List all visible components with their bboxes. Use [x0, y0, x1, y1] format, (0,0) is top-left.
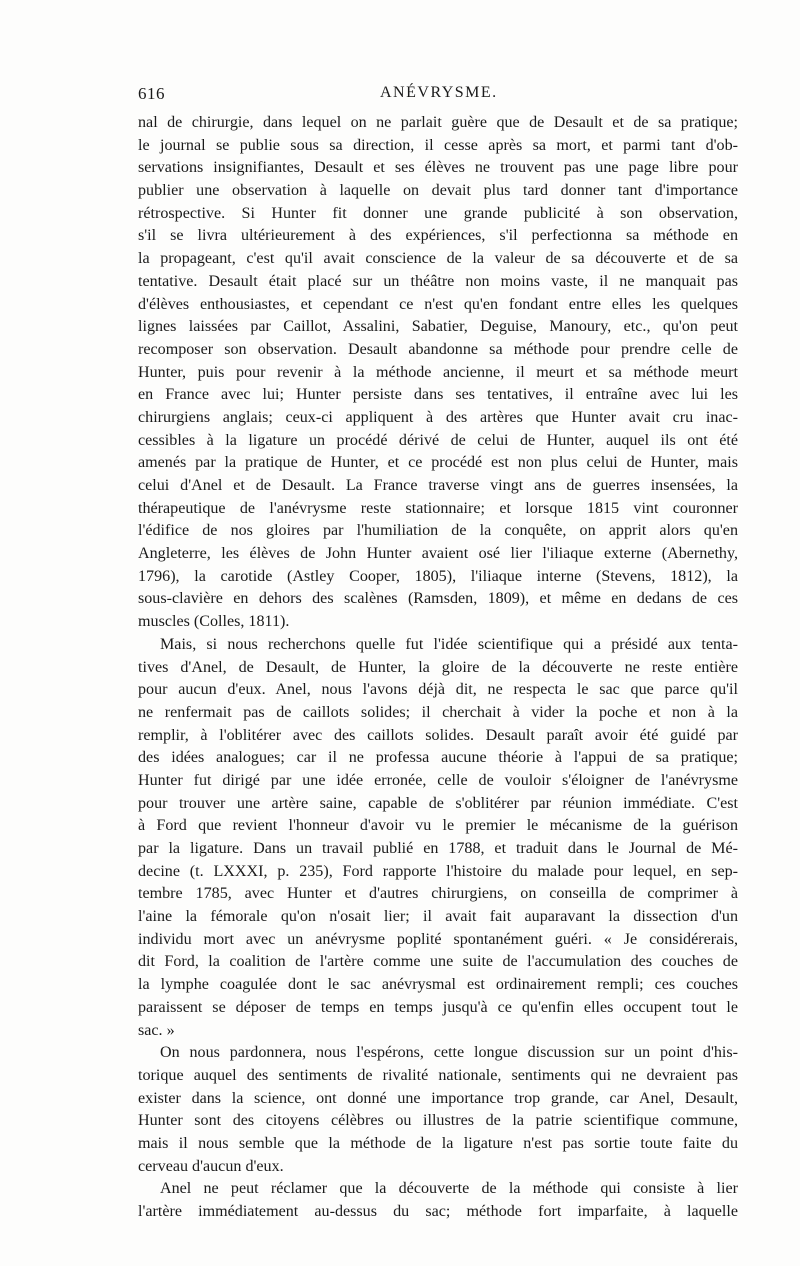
text-line: en France avec lui; Hunter persiste dans ses tentatives, il entraîne avec lui les	[138, 386, 738, 404]
text-line: tembre 1785, avec Hunter et d'autres chirurgiens, on conseilla de comprimer à	[138, 885, 738, 903]
text-line: dit Ford, la coalition de l'artère comme une suite de l'accumulation des couches de	[138, 953, 738, 971]
text-line: Mais, si nous recherchons quelle fut l'idée scientifique qui a présidé aux tenta-	[160, 635, 738, 653]
text-line: Anel ne peut réclamer que la découverte de la méthode qui consiste à lier	[160, 1180, 738, 1198]
text-line: des idées analogues; car il ne professa aucune théorie à l'appui de sa pratique;	[138, 749, 738, 767]
text-line: tentative. Desault était placé sur un théâtre non moins vaste, il ne manquait pas	[138, 272, 738, 290]
text-line: tives d'Anel, de Desault, de Hunter, la gloire de la découverte ne reste entière	[138, 658, 738, 676]
running-title: ANÉVRYSME.	[380, 84, 498, 101]
text-line: decine (t. LXXXI, p. 235), Ford rapporte l'histoire du malade pour lequel, en sep-	[138, 862, 738, 880]
text-line: l'aine la fémorale qu'on n'osait lier; il avait fait auparavant la dissection d'un	[138, 908, 738, 926]
text-line: la propageant, c'est qu'il avait conscience de la valeur de sa découverte et de sa	[138, 250, 738, 268]
text-line: nal de chirurgie, dans lequel on ne parlait guère que de Desault et de sa pratique;	[138, 114, 738, 131]
text-line: Hunter sont des citoyens célèbres ou illustres de la patrie scientifique commune,	[138, 1112, 738, 1130]
text-line: cessibles à la ligature un procédé dérivé de celui de Hunter, auquel ils ont été	[138, 431, 738, 449]
text-line: recomposer son observation. Desault abandonne sa méthode pour prendre celle de	[138, 340, 738, 358]
text-line: On nous pardonnera, nous l'espérons, cette longue discussion sur un point d'his-	[160, 1044, 738, 1062]
text-line: paraissent se déposer de temps en temps jusqu'à ce qu'enfin elles occupent tout le	[138, 998, 738, 1016]
page-number: 616	[138, 84, 165, 103]
text-line: individu mort avec un anévrysme poplité spontanément guéri. « Je considérerais,	[138, 930, 738, 948]
text-line: par la ligature. Dans un travail publié en 1788, et traduit dans le Journal de Mé-	[138, 840, 738, 857]
text-line: Hunter fut dirigé par une idée erronée, celle de vouloir s'éloigner de l'anévrysme	[138, 771, 738, 789]
text-line: la lymphe coagulée dont le sac anévrysmal est ordinairement rempli; ces couches	[138, 976, 738, 994]
text-line: le journal se publie sous sa direction, il cesse après sa mort, et parmi tant d'ob-	[138, 136, 738, 154]
text-line: rétrospective. Si Hunter fit donner une grande publicité à son observation,	[138, 204, 738, 222]
text-line: celui d'Anel et de Desault. La France traverse vingt ans de guerres insensées, la	[138, 477, 738, 494]
text-line: à Ford que revient l'honneur d'avoir vu le premier le mécanisme de la guérison	[138, 817, 738, 835]
text-line: d'élèves enthousiastes, et cependant ce n'est qu'en fondant entre elles les quelques	[138, 295, 738, 313]
text-line: amenés par la pratique de Hunter, et ce procédé est non plus celui de Hunter, mais	[138, 454, 738, 472]
page-header	[138, 84, 658, 108]
text-line: chirurgiens anglais; ceux-ci appliquent à des artères que Hunter avait cru inac-	[138, 408, 738, 426]
body-text	[138, 112, 738, 1224]
text-line: s'il se livra ultérieurement à des expériences, s'il perfectionna sa méthode en	[138, 227, 738, 245]
text-line: l'artère immédiatement au-dessus du sac; méthode fort imparfaite, à laquelle	[138, 1203, 738, 1220]
text-line: pour trouver une artère saine, capable de s'oblitérer par réunion immédiate. C'est	[138, 794, 738, 812]
text-line: mais il nous semble que la méthode de la ligature n'est pas sortie toute faite du	[138, 1134, 738, 1152]
text-line: servations insignifiantes, Desault et ses élèves ne trouvent pas une page libre pour	[138, 159, 738, 177]
text-line: thérapeutique de l'anévrysme reste stationnaire; et lorsque 1815 vint couronner	[138, 499, 738, 517]
text-line: muscles (Colles, 1811).	[138, 613, 290, 631]
text-line: l'édifice de nos gloires par l'humiliation de la conquête, on apprit alors qu'en	[138, 522, 738, 540]
text-line: 1796), la carotide (Astley Cooper, 1805), l'iliaque interne (Stevens, 1812), la	[138, 567, 738, 585]
text-line: cerveau d'aucun d'eux.	[138, 1157, 284, 1175]
text-line: ne renfermait pas de caillots solides; il cherchait à vider la poche et non à la	[138, 703, 738, 721]
text-line: publier une observation à laquelle on devait plus tard donner tant d'importance	[138, 182, 738, 200]
text-line: Hunter, puis pour revenir à la méthode ancienne, il meurt et sa méthode meurt	[138, 363, 738, 381]
text-line: lignes laissées par Caillot, Assalini, Sabatier, Deguise, Manoury, etc., qu'on peut	[138, 318, 738, 336]
text-line: pour aucun d'eux. Anel, nous l'avons déjà dit, ne respecta le sac que parce qu'il	[138, 681, 738, 699]
text-line: sous-clavière en dehors des scalènes (Ramsden, 1809), et même en dedans de ces	[138, 590, 738, 608]
text-line: remplir, à l'oblitérer avec des caillots solides. Desault paraît avoir été guidé par	[138, 726, 738, 744]
text-line: sac. »	[138, 1021, 175, 1039]
text-line: Angleterre, les élèves de John Hunter avaient osé lier l'iliaque externe (Abernethy,	[138, 545, 738, 563]
text-line: torique auquel des sentiments de rivalité nationale, sentiments qui ne devraient pas	[138, 1066, 738, 1084]
text-line: exister dans la science, ont donné une importance trop grande, car Anel, Desault,	[138, 1089, 738, 1107]
